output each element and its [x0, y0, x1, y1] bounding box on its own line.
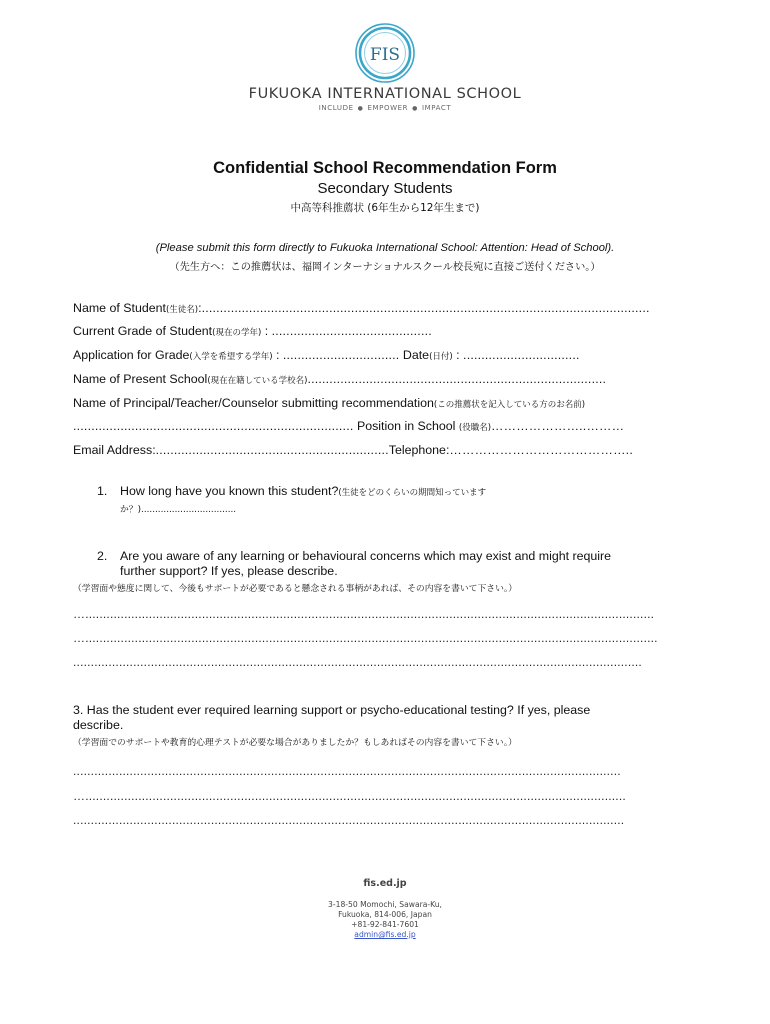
q2-number: 2.: [97, 549, 108, 563]
present-school-blank[interactable]: ..................................................................................: [307, 372, 607, 386]
bullet-icon: ●: [357, 105, 364, 112]
application-grade-label: Application for Grade: [73, 348, 190, 362]
current-grade-label: Current Grade of Student: [73, 324, 213, 338]
position-label: Position in School: [356, 419, 456, 433]
application-grade-label-jp: (入学を希望する学年): [189, 352, 273, 362]
bullet-icon: ●: [412, 105, 418, 112]
application-grade-field[interactable]: [73, 347, 580, 365]
form-title-jp: 中高等科推薦状 (6年生から12年生まで): [290, 202, 480, 214]
colon: :: [272, 348, 283, 362]
footer-address-1: 3-18-50 Momochi, Sawara-Ku,: [328, 900, 442, 909]
q1-number: 1.: [97, 484, 108, 498]
student-name-label: Name of Student: [73, 301, 166, 315]
date-label: Date: [402, 348, 430, 362]
q3-answer-line-1[interactable]: ...........................................................................................................................................................: [73, 764, 621, 778]
school-logo: [0, 22, 770, 84]
q1-answer-line[interactable]: か？)..................................: [120, 505, 237, 515]
email-label: Email Address:: [73, 443, 156, 457]
principal-name-blank[interactable]: .............................................................................: [73, 419, 354, 433]
email-telephone-field[interactable]: [73, 442, 633, 458]
principal-label-jp: (この推薦状を記入している方のお名前): [433, 400, 586, 410]
current-grade-field[interactable]: [73, 323, 432, 341]
present-school-label: Name of Present School: [73, 372, 208, 386]
telephone-label: Telephone:: [388, 443, 450, 457]
q3-answer-line-2[interactable]: ….........................................................................................................................................................: [73, 789, 626, 803]
student-name-label-jp: (生徒名): [165, 305, 199, 315]
tagline-impact: IMPACT: [421, 104, 452, 112]
present-school-label-jp: (現在在籍している学校名): [207, 376, 308, 386]
school-tagline: [0, 104, 770, 112]
footer-address-2: Fukuoka, 814-006, Japan: [338, 910, 432, 919]
school-name: FUKUOKA INTERNATIONAL SCHOOL: [248, 86, 522, 102]
colon: :: [452, 348, 464, 362]
footer-email-link[interactable]: admin@fis.ed.jp: [354, 930, 416, 939]
colon: :: [198, 301, 202, 315]
tagline-include: INCLUDE: [318, 104, 354, 112]
principal-label: Name of Principal/Teacher/Counselor submitting recommendation: [73, 396, 434, 410]
q2-answer-line-1[interactable]: ….................................................................................................................................................................: [73, 607, 655, 621]
tagline-empower: EMPOWER: [367, 104, 409, 112]
instruction-jp: （先生方へ：この推薦状は、福岡インターナショナルスクール校長宛に直接ご送付ください。）: [169, 262, 601, 273]
q3-line2: describe.: [73, 718, 124, 732]
q2-jp: （学習面や態度に関して、今後もサポートが必要であると懸念される事柄があれば、その内容を書いて下さい。）: [73, 584, 518, 594]
form-subtitle: Secondary Students: [317, 180, 453, 197]
q2-answer-line-3[interactable]: .................................................................................................................................................................: [73, 655, 642, 669]
q3-jp: （学習面でのサポートや教育的心理テストが必要な場合がありましたか？もしあればその内容を書いて下さい。）: [73, 738, 517, 748]
footer-website[interactable]: fis.ed.jp: [363, 878, 407, 889]
date-label-jp: (日付): [429, 352, 453, 362]
principal-field[interactable]: [73, 395, 585, 413]
q2-answer-line-2[interactable]: …..................................................................................................................................................................: [73, 631, 658, 645]
application-grade-blank[interactable]: ................................: [282, 348, 400, 362]
current-grade-label-jp: (現在の学年): [212, 328, 262, 338]
principal-position-field[interactable]: [73, 418, 624, 436]
q2-line1: Are you aware of any learning or behavioural concerns which may exist and might require: [120, 549, 612, 563]
colon: :: [261, 324, 272, 338]
footer-phone: +81-92-841-7601: [351, 920, 419, 929]
q3-answer-line-3[interactable]: ............................................................................................................................................................: [73, 813, 625, 827]
position-label-jp: (役職名): [458, 423, 492, 433]
position-blank[interactable]: …………………..………: [491, 419, 625, 433]
form-title: Confidential School Recommendation Form: [213, 159, 557, 177]
student-name-field[interactable]: [73, 300, 650, 318]
date-blank[interactable]: ................................: [463, 348, 580, 362]
q3-line1: 3. Has the student ever required learning support or psycho-educational testing? If yes, please: [73, 703, 591, 717]
email-blank[interactable]: ................................................................: [155, 443, 389, 457]
telephone-blank[interactable]: ……………………………………..: [449, 443, 633, 457]
q2-line2: further support? If yes, please describe.: [120, 564, 338, 578]
svg-text:FIS: FIS: [369, 45, 401, 65]
q1-question: [120, 484, 486, 501]
present-school-field[interactable]: [73, 371, 606, 389]
current-grade-blank[interactable]: ............................................: [271, 324, 432, 338]
student-name-blank[interactable]: ...........................................................................................................................: [201, 301, 650, 315]
fis-logo-icon: [354, 22, 416, 84]
q1-text-jp: (生徒をどのくらいの期間知っています: [338, 488, 487, 498]
instruction-en: (Please submit this form directly to Fukuoka International School: Attention: Head of School).: [155, 242, 615, 254]
q1-text: How long have you known this student?: [120, 484, 339, 498]
